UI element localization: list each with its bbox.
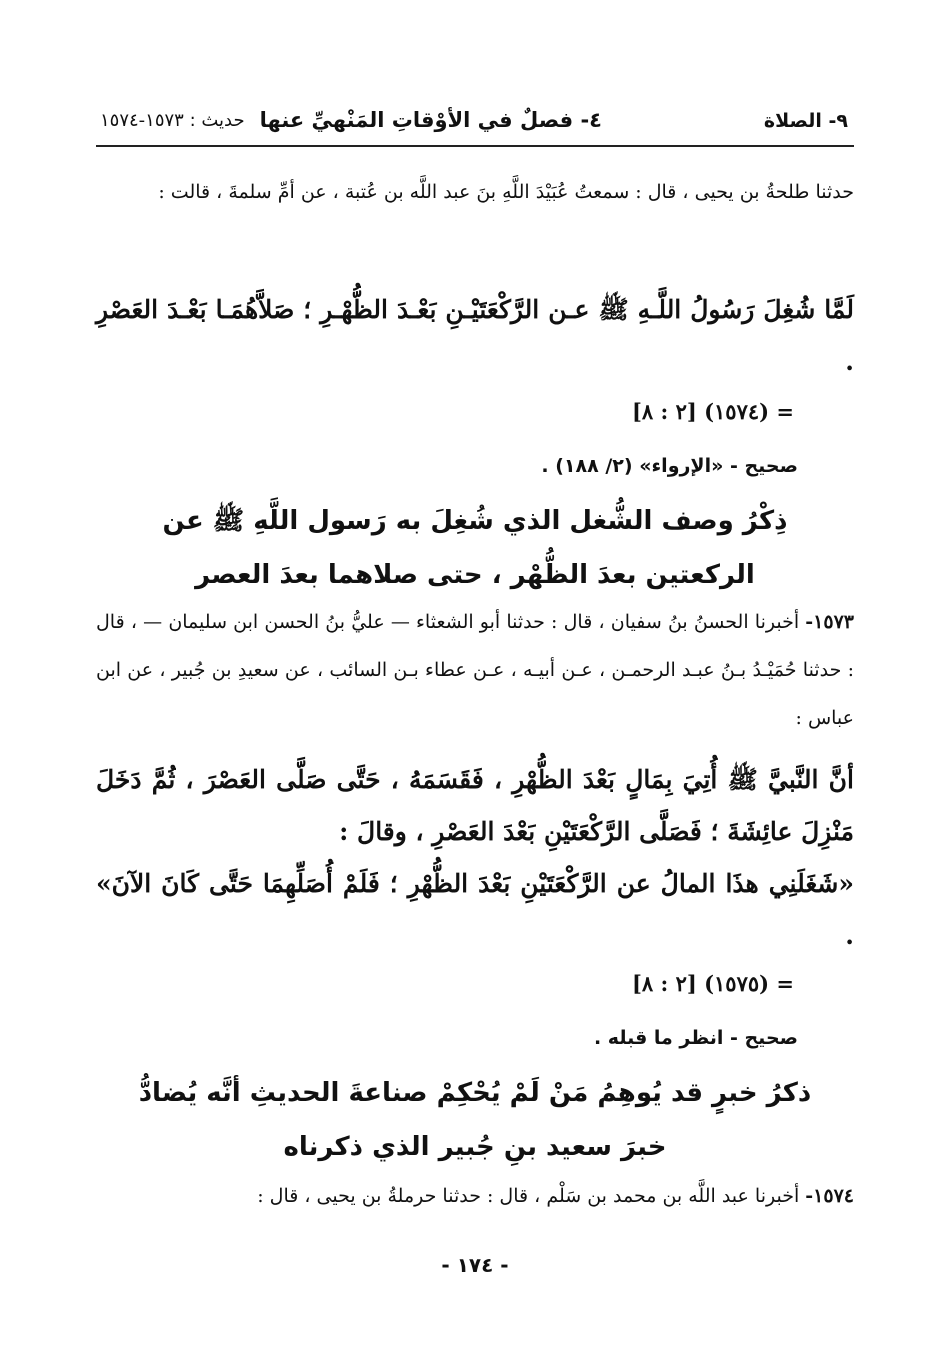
narration-chain: حدثنا طلحةُ بن يحيى ، قال : سمعتُ عُبَيْدَ اللَّهِ بنَ عبد اللَّه بن عُتبة ، عن أمِّ سلمةَ ، قالت : — [158, 181, 854, 203]
header-rule — [96, 145, 854, 147]
chapter-heading — [96, 1066, 854, 1174]
cross-reference: = (١٥٧٥) [٢ : ٨] — [631, 971, 794, 996]
hadith-quote: «شَغَلَنِي هذَا المالُ عن الرَّكْعَتَيْنِ بَعْدَ الظُّهْرِ ؛ فَلَمْ أُصَلِّهِمَا حَتَّى كَانَ الآنَ» . — [96, 869, 854, 950]
hadith-number: ١٥٧٤- — [805, 1185, 854, 1207]
hadith-text: أنَّ النَّبيَّ ﷺ أُتِيَ بِمَالٍ بَعْدَ الظُّهْرِ ، فَقَسَمَهُ ، حَتَّى صَلَّى العَصْرَ ، ثُمَّ دَخَلَ مَنْزِلَ عائِشَةَ ؛ فَصَلَّى الرَّكْعَتَيْنِ بَعْدَ العَصْرِ ، وقالَ : — [96, 765, 854, 846]
book-page — [96, 0, 854, 1369]
chapter-heading — [96, 494, 854, 602]
cross-reference: = (١٥٧٤) [٢ : ٨] — [631, 399, 794, 424]
chapter-heading-line: ذِكْرُ وصف الشُّغل الذي شُغِلَ به رَسول اللَّهِ ﷺ عن — [162, 506, 788, 536]
narration-chain: أخبرنا عبد اللَّه بن محمد بن سَلْم ، قال : حدثنا حرملةُ بن يحيى ، قال : — [257, 1185, 800, 1207]
hadith-number: ١٥٧٣- — [805, 611, 854, 633]
hadith-text: لَمَّا شُغِلَ رَسُولُ اللَّـهِ ﷺ عـن الرَّكْعَتَيْـنِ بَعْـدَ الظُّهْـرِ ؛ صَلاَّهُمَـا بَعْـدَ العَصْرِ . — [96, 295, 854, 376]
hadith-1574-chain — [96, 1172, 854, 1220]
header-chapter: ٩- الصلاة — [763, 110, 848, 132]
grading-note: صحيح - «الإرواء» (٢/ ١٨٨) . — [541, 455, 798, 477]
chapter-heading-line: خبرَ سعيد بنِ جُبير الذي ذكرناه — [283, 1132, 667, 1162]
running-header — [96, 104, 854, 140]
grading-note: صحيح - انظر ما قبله . — [593, 1027, 798, 1049]
chapter-heading-line: الركعتين بعدَ الظُّهْر ، حتى صلاهما بعدَ العصر — [195, 560, 755, 590]
narration-chain: أخبرنا الحسنُ بنُ سفيان ، قال : حدثنا أبو الشعثاء — عليُّ بنُ الحسن ابن سليمان — ، قال : حدثنا حُمَيْـدُ بـنُ عبـد الرحمـن ، عـن أبيـه ، عـن عطاء بـن السائب ، عن سعيدِ بن جُبير ، عن ابن عباس : — [96, 611, 854, 729]
header-section: ٤- فصلٌ في الأوْقاتِ المَنْهيِّ عنها — [259, 108, 602, 132]
chapter-heading-line: ذكرُ خبرٍ قد يُوهِمُ مَنْ لَمْ يُحْكِمْ صناعةَ الحديثِ أنَّه يُضادُّ — [138, 1078, 812, 1108]
header-hadith-range: حديث : ١٥٧٣-١٥٧٤ — [100, 110, 245, 131]
page-number: - ١٧٤ - — [441, 1253, 509, 1277]
hadith-1573-chain — [96, 598, 854, 742]
